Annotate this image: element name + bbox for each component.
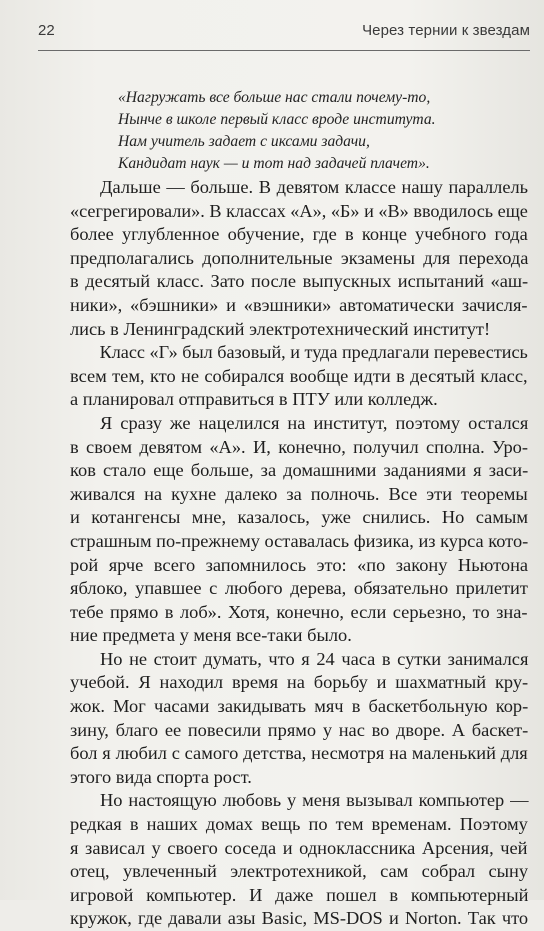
text-line: ники», «бэшники» и «вэшники» автоматически зачисля-: [70, 294, 528, 315]
text-line: я зависал у своего соседа и одноклассника Арсения, чей: [70, 837, 528, 858]
paragraph: [70, 176, 528, 341]
page-header: [38, 22, 530, 44]
text-line: Класс «Г» был базовый, и туда предлагали перевестись: [99, 342, 528, 363]
paragraph: [70, 341, 528, 412]
text-line: в своем девятом «А». И, конечно, получил сполна. Уро-: [70, 436, 528, 457]
text-line: отец, увлеченный электротехникой, сам собрал сыну: [70, 861, 529, 882]
text-line: и котангенсы мне, казалось, уже снились. Но самым: [70, 507, 528, 528]
text-line: игровой компьютер. И даже пошел в компьютерный: [70, 884, 529, 905]
text-line: а планировал отправиться в ПТУ или колледж.: [70, 389, 438, 410]
text-line: Но настоящую любовь у меня вызывал компьютер —: [100, 790, 529, 811]
epigraph: [118, 87, 528, 175]
text-line: учебой. Я находил время на борьбу и шахматный кру-: [70, 672, 529, 693]
text-line: лись в Ленинградский электротехнический институт!: [70, 318, 491, 339]
text-line: зину, благо ее повесили прямо у нас во дворе. А баскет-: [70, 719, 529, 740]
paragraph: [70, 789, 528, 931]
running-title: Через тернии к звездам: [362, 22, 530, 39]
body-text: [70, 176, 528, 931]
paragraph: [70, 412, 528, 648]
header-rule: [38, 50, 530, 51]
text-line: ков стало еще больше, за домашними заданиями я заси-: [70, 460, 529, 481]
epigraph-line: Нам учитель задает с иксами задачи,: [118, 133, 370, 150]
text-line: в десятый класс. Зато после выпускных испытаний «аш-: [70, 271, 529, 292]
epigraph-line: Кандидат наук — и тот над задачей плачет».: [118, 155, 430, 172]
text-line: Дальше — больше. В девятом классе нашу параллель: [100, 177, 529, 197]
text-line: ние предмета у меня все-таки было.: [70, 625, 352, 646]
text-line: кружок, где давали азы Basic, MS-DOS и Norton. Так что: [70, 908, 529, 929]
text-line: предполагались дополнительные экзамены для перехода: [70, 247, 529, 268]
text-line: редкая в наших домах вещь по тем временам. Поэтому: [70, 814, 528, 835]
text-line: Я сразу же нацелился на институт, поэтому остался: [100, 412, 529, 433]
text-line: «сегрегировали». В классах «А», «Б» и «В» вводилось еще: [70, 200, 528, 221]
text-line: более углубленное обучение, где в конце учебного года: [70, 224, 528, 245]
text-line: живался на кухне далеко за полночь. Все эти теоремы: [70, 483, 528, 504]
text-line: тебе прямо в лоб». Хотя, конечно, если серьезно, то зна-: [70, 601, 528, 622]
page-number: 22: [38, 22, 55, 39]
epigraph-line: Нынче в школе первый класс вроде института.: [118, 111, 436, 128]
text-line: всем тем, кто не собирался вообще идти в десятый класс,: [70, 365, 528, 386]
text-line: рой ярче всего запомнилось это: «по закону Ньютона: [70, 554, 529, 575]
epigraph-line: «Нагружать все больше нас стали почему-то,: [118, 89, 431, 106]
paragraph: [70, 648, 528, 790]
text-line: Но не стоит думать, что я 24 часа в сутки занимался: [100, 648, 529, 669]
text-line: страшным по-прежнему оставалась физика, из курса кото-: [70, 530, 529, 551]
text-line: бол я любил с самого детства, несмотря на маленький для: [70, 743, 528, 764]
text-line: яблоко, упавшее с любого дерева, обязательно прилетит: [70, 578, 528, 599]
text-line: жок. Мог часами закидывать мяч в баскетбольную кор-: [70, 696, 529, 717]
text-line: этого вида спорта рост.: [70, 766, 252, 787]
